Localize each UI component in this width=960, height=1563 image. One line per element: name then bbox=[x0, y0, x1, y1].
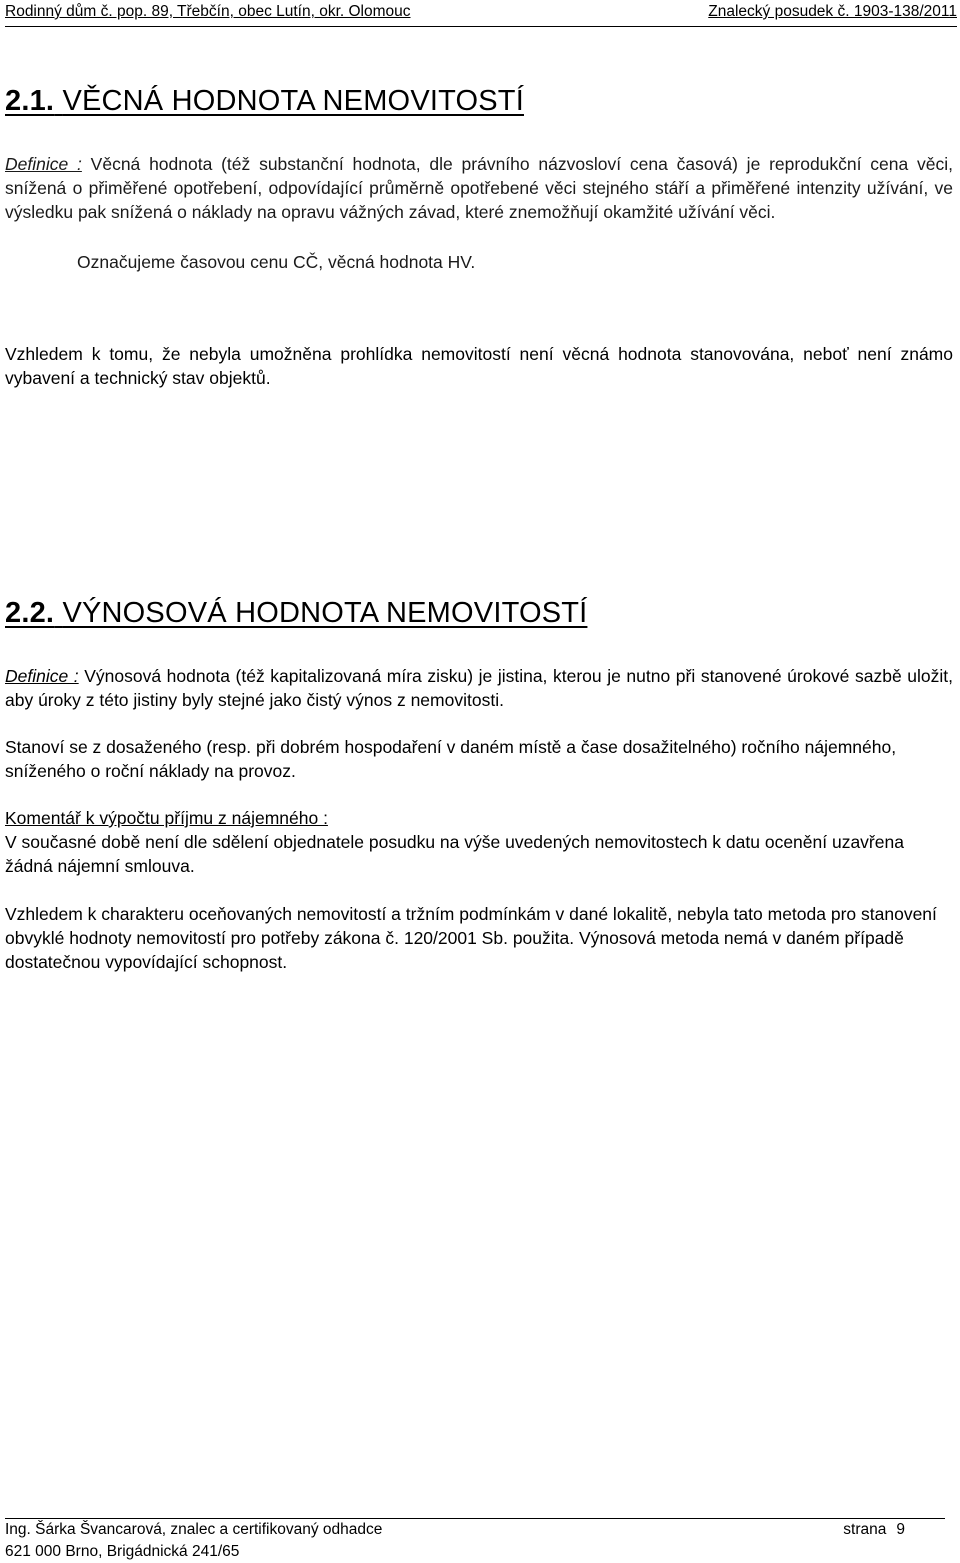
footer-author: Ing. Šárka Švancarová, znalec a certifikovaný odhadce bbox=[5, 1521, 383, 1538]
section-2-heading-block bbox=[5, 596, 953, 630]
section-1-definition bbox=[5, 152, 953, 225]
footer-page-label: strana bbox=[843, 1521, 887, 1538]
page-header bbox=[5, 0, 957, 27]
section-1-definition-label: Definice : bbox=[5, 154, 82, 174]
section-2-title-text: VÝNOSOVÁ HODNOTA NEMOVITOSTÍ bbox=[62, 597, 588, 629]
section-1-heading-block bbox=[5, 84, 953, 118]
section-2-definition-label: Definice : bbox=[5, 666, 79, 686]
section-1-marking-note-block bbox=[5, 250, 953, 274]
footer-page-indicator bbox=[843, 1519, 905, 1541]
section-2-definition-text: Výnosová hodnota (též kapitalizovaná míra zisku) je jistina, kterou je nutno při stanovené úrokové sazbě uložit, aby úroky z této jistiny byly stejné jako čistý výnos z nemovitosti. bbox=[5, 666, 953, 710]
section-2-comment-text: V současné době není dle sdělení objednatele posudku na výše uvedených nemovitostech k datu ocenění uzavřena žádná nájemní smlouva. bbox=[5, 832, 904, 876]
section-1-marking-note: Označujeme časovou cenu CČ, věcná hodnota HV. bbox=[77, 252, 476, 272]
section-1-note: Vzhledem k tomu, že nebyla umožněna prohlídka nemovitostí není věcná hodnota stanovována, neboť není známo vybavení a technický stav objektů. bbox=[5, 344, 953, 388]
page-footer bbox=[5, 1518, 945, 1563]
section-2-comment-label: Komentář k výpočtu příjmu z nájemného : bbox=[5, 808, 328, 828]
header-report-number: Znalecký posudek č. 1903-138/2011 bbox=[708, 3, 957, 20]
section-1-definition-text: Věcná hodnota (též substanční hodnota, dle právního názvosloví cena časová) je reprodukční cena věci, snížená o přiměřené opotřebení, odpovídající průměrně opotřebené věci stejného stáří a přiměřené intenzity užívání, ve výsledku pak snížená o náklady na opravu vážných závad, které znemožňují okamžité užívání věci. bbox=[5, 154, 953, 223]
section-1-title bbox=[5, 84, 953, 118]
section-2-determination: Stanoví se z dosaženého (resp. při dobrém hospodaření v daném místě a čase dosažitelného) ročního nájemného, sníženého o roční náklady na provoz. bbox=[5, 737, 897, 781]
section-2-title bbox=[5, 596, 953, 630]
section-2-number: 2.2. bbox=[5, 597, 55, 629]
section-1-number: 2.1. bbox=[5, 85, 55, 117]
section-1-title-text: VĚCNÁ HODNOTA NEMOVITOSTÍ bbox=[62, 85, 524, 117]
footer-address: 621 000 Brno, Brigádnická 241/65 bbox=[5, 1543, 240, 1560]
section-2-comment-block bbox=[5, 806, 953, 878]
header-document-subject: Rodinný dům č. pop. 89, Třebčín, obec Lutín, okr. Olomouc bbox=[5, 3, 411, 20]
section-2-conclusion: Vzhledem k charakteru oceňovaných nemovitostí a tržním podmínkám v dané lokalitě, nebyla tato metoda pro stanovení obvyklé hodnoty nemovitostí pro potřeby zákona č. 120/2001 Sb. použita. Výnosová metoda nemá v daném případě dostatečnou vypovídající schopnost. bbox=[5, 904, 937, 972]
footer-page-number: 9 bbox=[896, 1521, 905, 1538]
section-2-definition bbox=[5, 664, 953, 712]
